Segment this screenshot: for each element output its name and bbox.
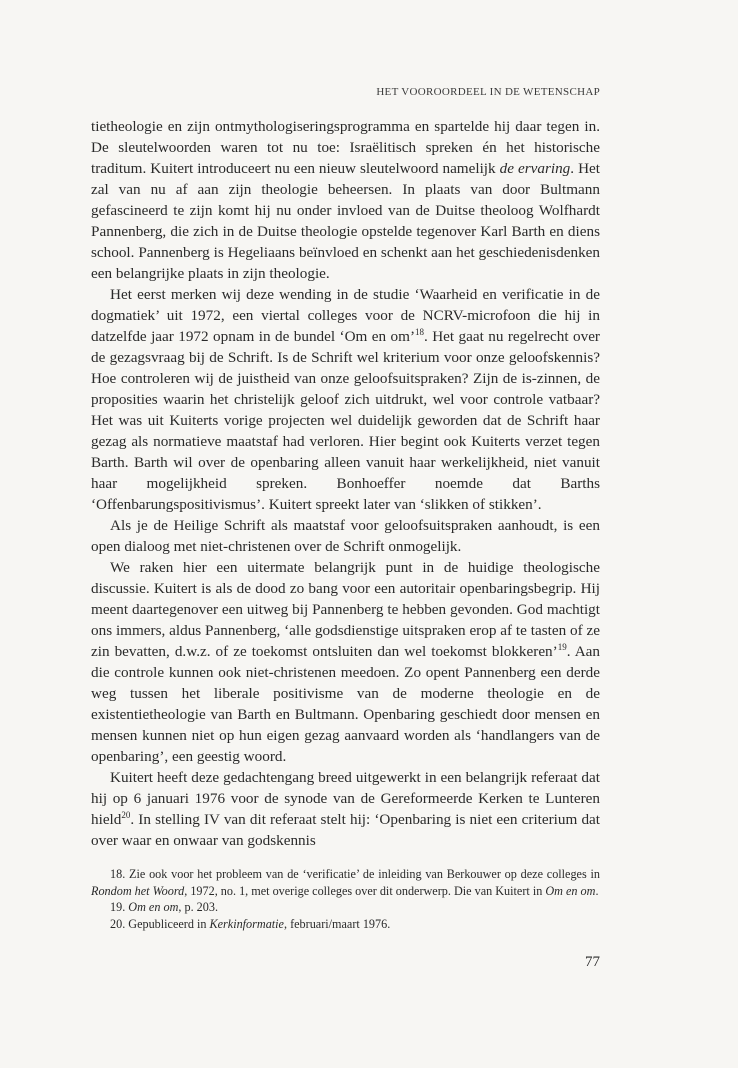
p4-text-b: . Aan die controle kunnen ook niet-christenen meedoen. Zo opent Pannenberg een derde weg tussen het liberale positivisme van de moderne theologie en de existentietheologie van Barth en Bultmann. Openbaring geschiedt door mensen en mensen kunnen niet op hun eigen gezag aanvaard worden als ‘handlangers van de openbaring’, een geestig woord. bbox=[91, 643, 600, 765]
footnote-ref-19[interactable]: 19 bbox=[557, 641, 567, 652]
p1-italic: de ervaring bbox=[499, 160, 571, 177]
paragraph-1 bbox=[91, 116, 600, 284]
fn18-text-b: , 1972, no. 1, met overige colleges over dit onderwerp. Die van Kuitert in bbox=[184, 883, 546, 898]
fn18-text-a: 18. Zie ook voor het probleem van de ‘verificatie’ de inleiding van Berkouwer op deze colleges in bbox=[110, 867, 600, 881]
fn20-italic: Kerkinformatie bbox=[209, 916, 284, 931]
fn18-italic-b: Om en om bbox=[545, 883, 596, 898]
paragraph-2 bbox=[91, 284, 600, 515]
fn18-text-c: . bbox=[595, 883, 599, 898]
footnote-19 bbox=[91, 899, 600, 916]
footnote-20 bbox=[91, 916, 600, 933]
p5-text-a: Kuitert heeft deze gedachtengang breed uitgewerkt in een belangrijk referaat dat hij op 6 januari 1976 voor de synode van de Gereformeerde Kerken te Lunteren hield bbox=[91, 769, 600, 828]
p3-text: Als je de Heilige Schrift als maatstaf voor geloofsuitspraken aanhoudt, is een open dialoog met niet-christenen over de Schrift onmogelijk. bbox=[91, 517, 600, 555]
paragraph-4 bbox=[91, 557, 600, 767]
running-head: HET VOOROORDEEL IN DE WETENSCHAP bbox=[376, 86, 600, 98]
page-number: 77 bbox=[585, 954, 600, 970]
footnote-18 bbox=[91, 866, 600, 899]
fn19-text-b: , p. 203. bbox=[178, 900, 218, 915]
fn19-text-a: 19. bbox=[110, 900, 129, 915]
p5-text-b: . In stelling IV van dit referaat stelt hij: ‘Openbaring is niet een criterium dat over waar en onwaar van godskennis bbox=[91, 811, 600, 849]
footnotes bbox=[91, 866, 600, 932]
p2-text-a: Het eerst merken wij deze wending in de studie ‘Waarheid en verificatie in de dogmatiek’ uit 1972, een viertal colleges voor de NCRV-microfoon die hij in datzelfde jaar 1972 opnam in de bundel ‘Om en om’ bbox=[91, 286, 600, 345]
footnote-ref-18[interactable]: 18 bbox=[415, 326, 424, 337]
body-text bbox=[91, 116, 600, 851]
fn20-text-a: 20. Gepubliceerd in bbox=[110, 916, 210, 931]
p4-text-a: We raken hier een uitermate belangrijk punt in de huidige theologische discussie. Kuitert is als de dood zo bang voor een autoritair openbaringsbegrip. Hij meent daartegenover een uitweg bij Pannenberg te hebben gevonden. God machtigt ons immers, aldus Pannenberg, ‘alle godsdienstige uitspraken erop af te tasten of ze zin bevatten, d.w.z. of ze toekomst ontsluiten dan wel toekomst blokkeren’ bbox=[91, 559, 600, 660]
fn19-italic: Om en om bbox=[128, 900, 179, 915]
p1-text-a: tietheologie en zijn ontmythologiseringsprogramma en spartelde hij daar tegen in. De sleutelwoorden waren tot nu toe: Israëlitisch spreken én het historische traditum. Kuitert introduceert nu een nieuw sleutelwoord namelijk bbox=[91, 118, 600, 177]
p1-text-b: . Het zal van nu af aan zijn theologie beheersen. In plaats van door Bultmann gefascineerd te zijn komt hij nu onder invloed van de Duitse theoloog Wolfhardt Pannenberg, die zich in de Duitse theologie opstelde tegenover Karl Barth en diens school. Pannenberg is Hegeliaans beïnvloed en schenkt aan het geschiedenisdenken een belangrijke plaats in zijn theologie. bbox=[91, 160, 600, 282]
footnote-ref-20[interactable]: 20 bbox=[121, 809, 131, 820]
paragraph-3 bbox=[91, 515, 600, 557]
fn18-italic-a: Rondom het Woord bbox=[91, 883, 185, 898]
fn20-text-b: , februari/maart 1976. bbox=[283, 916, 391, 931]
paragraph-5 bbox=[91, 767, 600, 851]
p2-text-b: . Het gaat nu regelrecht over de gezagsvraag bij de Schrift. Is de Schrift wel kriterium voor onze geloofskennis? Hoe controleren wij de juistheid van onze geloofsuitspraken? Zijn de is-zinnen, de proposities waarin het christelijk geloof zich uitdrukt, wel voor controle vatbaar? Het was uit Kuiterts vorige projecten wel duidelijk geworden dat de Schrift haar gezag als normatieve maatstaf had verloren. Hier begint ook Kuiterts verzet tegen Barth. Barth wil over de openbaring alleen vanuit haar werkelijkheid, niet vanuit haar mogelijkheid spreken. Bonhoeffer noemde dat Barths ‘Offenbarungspositivismus’. Kuitert spreekt later van ‘slikken of stikken’. bbox=[91, 328, 600, 513]
